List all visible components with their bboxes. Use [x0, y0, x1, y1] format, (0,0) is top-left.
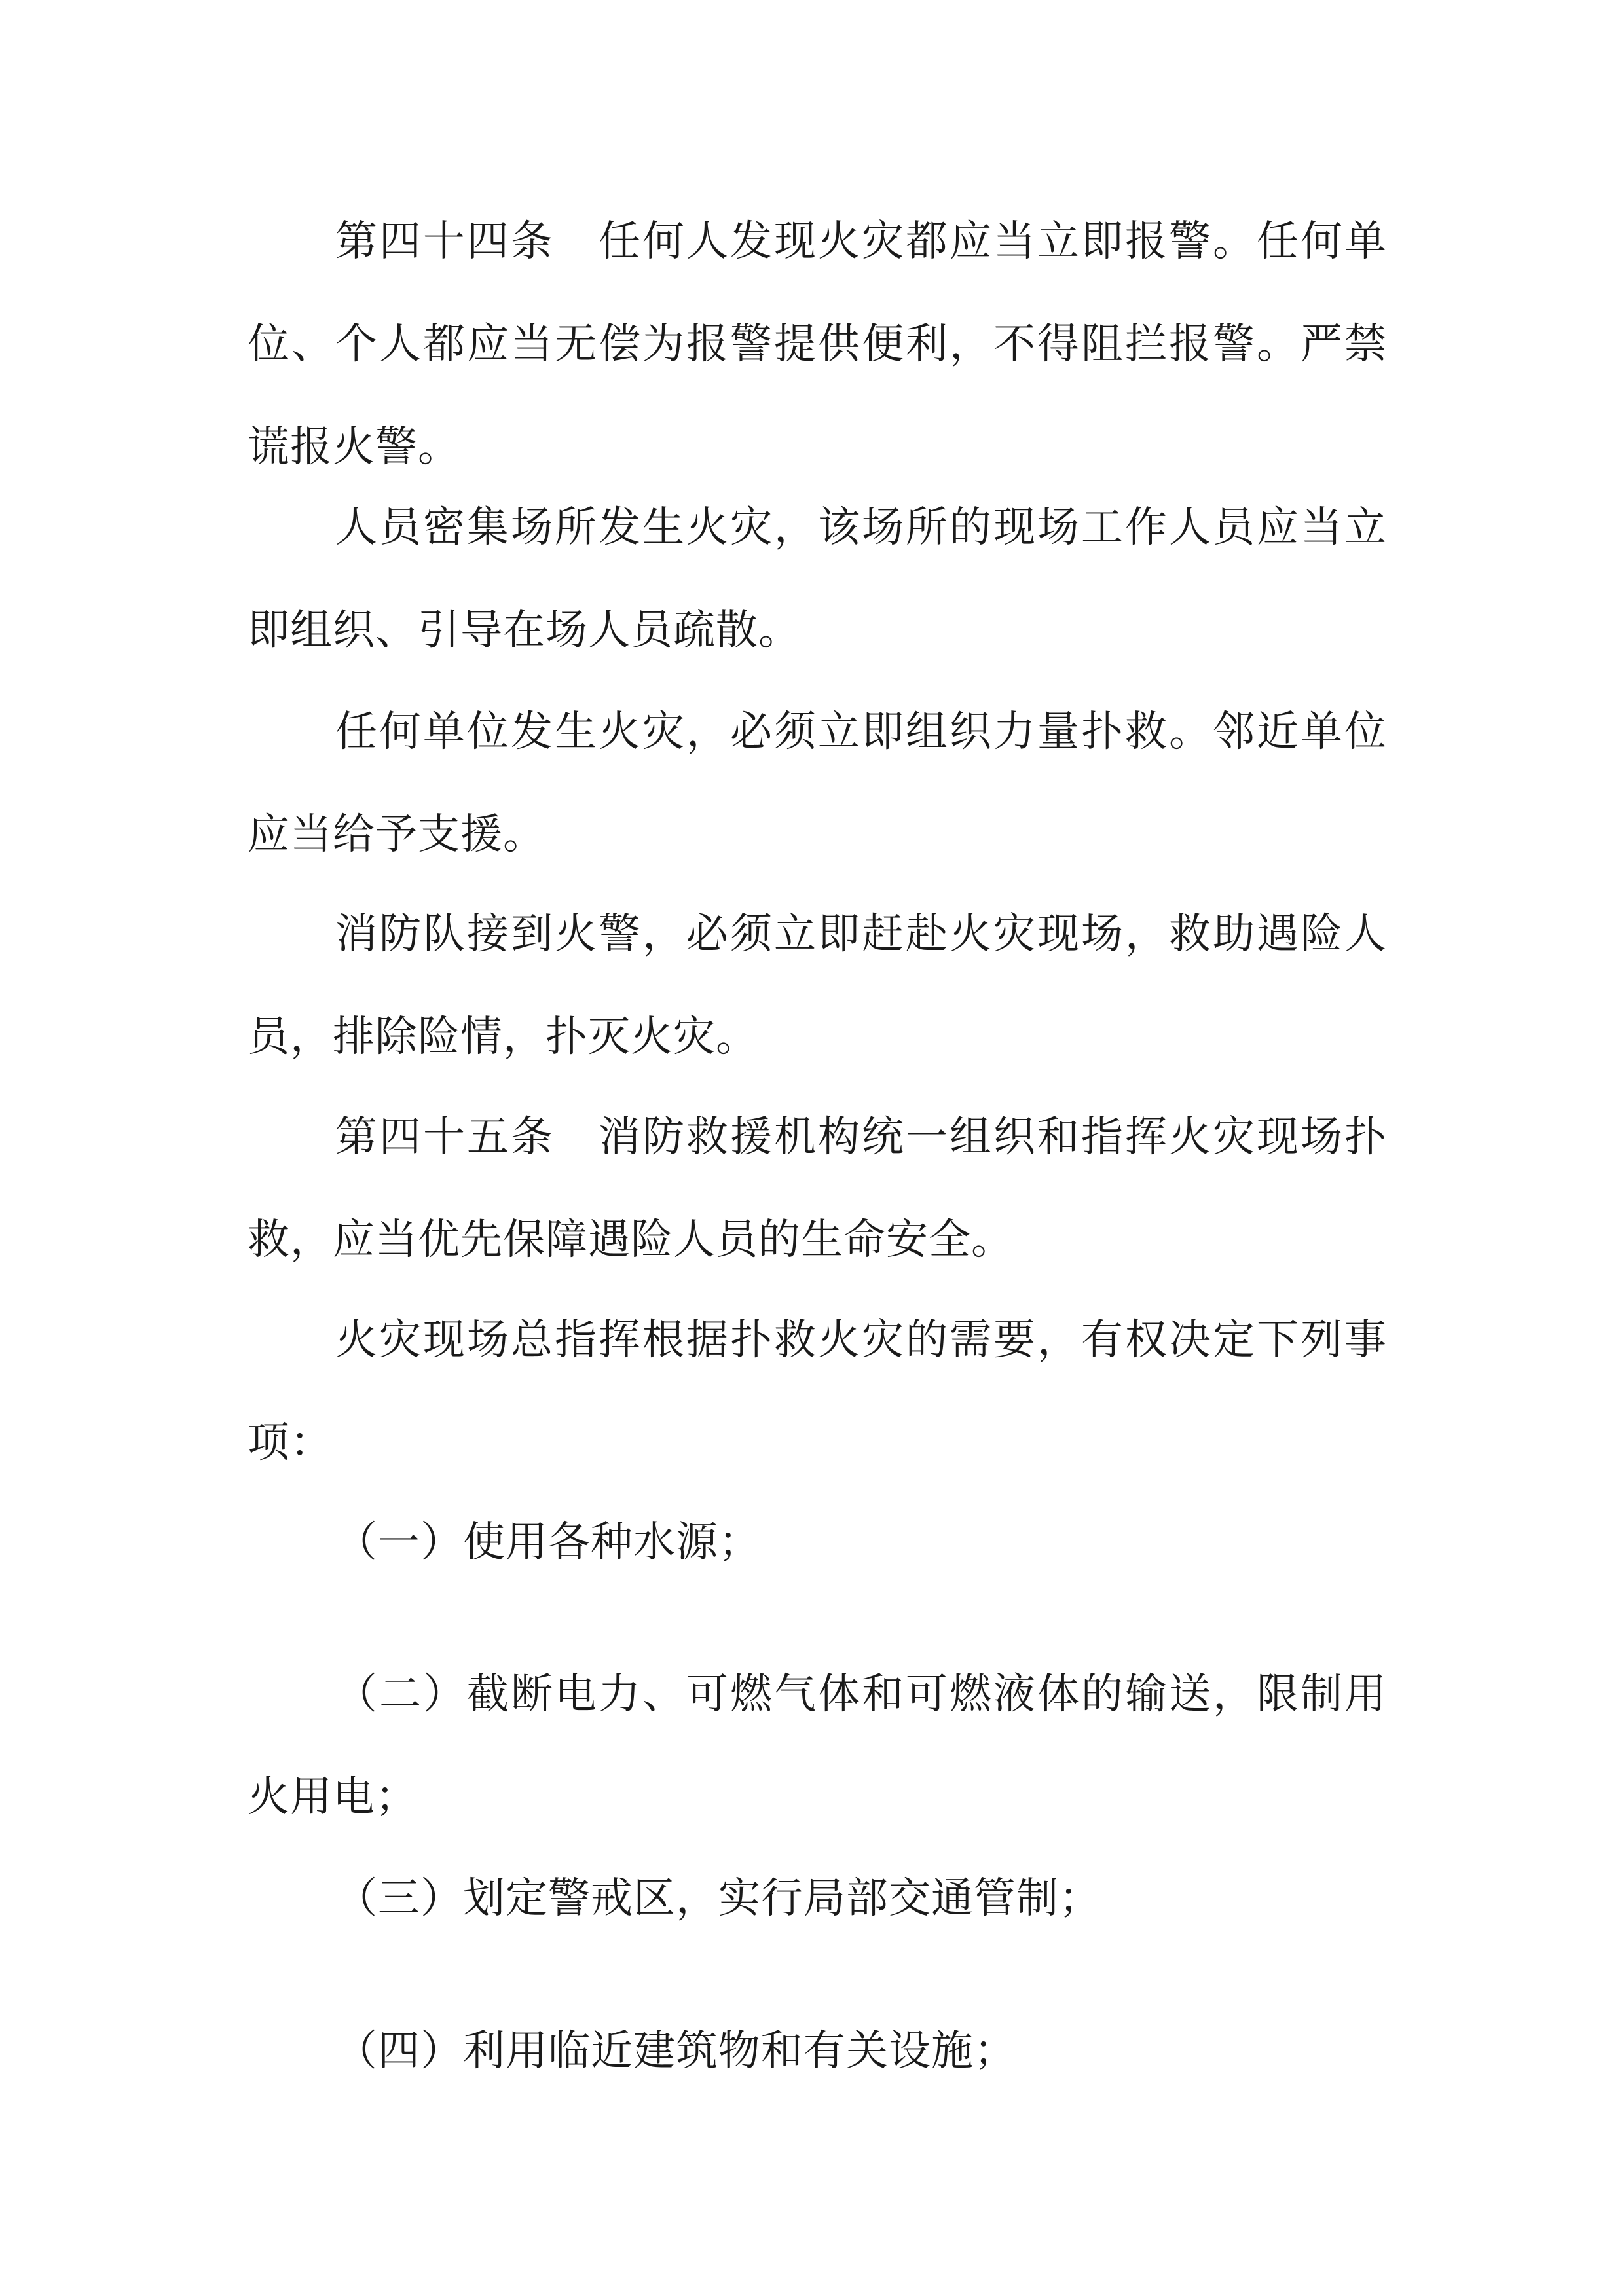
fire-brigade-paragraph: 消防队接到火警，必须立即赶赴火灾现场，救助遇险人员，排除险情，扑灭火灾。	[248, 910, 1387, 1061]
article-44-paragraph: 第四十四条 任何人发现火灾都应当立即报警。任何单位、个人都应当无偿为报警提供便利，不得阻拦报警。严禁谎报火警。	[248, 217, 1387, 471]
article-45-paragraph: 第四十五条 消防救援机构统一组织和指挥火灾现场扑救，应当优先保障遇险人员的生命安全。	[248, 1113, 1387, 1264]
list-item: （四）利用临近建筑物和有关设施；	[335, 2027, 1016, 2075]
list-item: （二）截断电力、可燃气体和可燃液体的输送，限制用火用电；	[248, 1670, 1387, 1821]
crowded-place-paragraph: 人员密集场所发生火灾，该场所的现场工作人员应当立即组织、引导在场人员疏散。	[248, 503, 1387, 655]
list-item: （一）使用各种水源；	[335, 1518, 761, 1567]
commander-paragraph: 火灾现场总指挥根据扑救火灾的需要，有权决定下列事项：	[248, 1316, 1387, 1467]
unit-fire-paragraph: 任何单位发生火灾，必须立即组织力量扑救。邻近单位应当给予支援。	[248, 708, 1387, 859]
list-item: （三）划定警戒区，实行局部交通管制；	[335, 1874, 1101, 1923]
